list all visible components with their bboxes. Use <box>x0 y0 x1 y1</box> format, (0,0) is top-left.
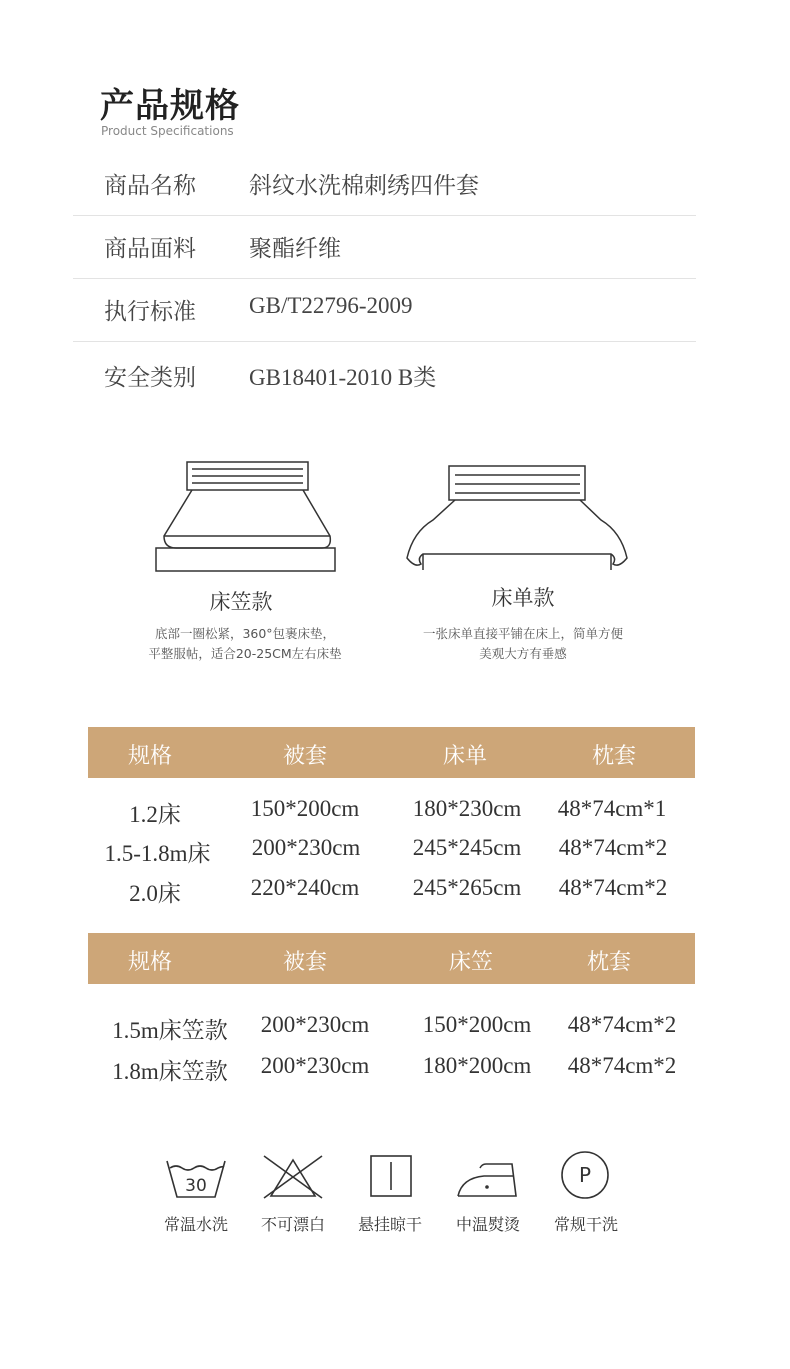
table-cell: 245*245cm <box>412 835 522 860</box>
spec-row-name <box>73 153 696 216</box>
spec-label: 商品名称 <box>104 173 196 198</box>
spec-value: 聚酯纤维 <box>249 236 341 261</box>
spec-label: 商品面料 <box>104 236 196 261</box>
table-cell: 48*74cm*1 <box>557 796 667 821</box>
dry-clean-icon <box>560 1150 610 1200</box>
bed-title-flat: 床单款 <box>491 586 555 610</box>
table-cell: 48*74cm*2 <box>567 1012 677 1037</box>
table-cell: 48*74cm*2 <box>558 835 668 860</box>
page-subtitle: Product Specifications <box>101 124 234 138</box>
table-cell: 200*230cm <box>260 1053 370 1078</box>
divider <box>73 341 696 342</box>
dry-clean-letter: P <box>578 1163 592 1187</box>
spec-label: 执行标准 <box>104 299 196 324</box>
iron-medium-icon <box>456 1160 518 1198</box>
care-label-iron: 中温熨烫 <box>455 1215 520 1234</box>
table-cell: 150*200cm <box>250 796 360 821</box>
spec-value: GB18401-2010 B类 <box>249 365 437 390</box>
table1-header-cell: 枕套 <box>591 744 636 769</box>
table1-header-cell: 床单 <box>442 744 487 769</box>
wash-temperature: 30 <box>185 1176 207 1196</box>
wash-30-icon <box>164 1158 228 1200</box>
fitted-sheet-bed-icon <box>150 458 340 578</box>
spec-row-fabric <box>73 216 696 279</box>
table-cell: 1.8m床笠款 <box>112 1059 228 1084</box>
care-label-wash: 常温水洗 <box>163 1215 228 1234</box>
table1-header <box>88 727 695 778</box>
bed-desc-line: 一张床单直接平铺在床上，简单方便 <box>422 626 623 641</box>
spec-row-standard <box>73 279 696 342</box>
table-cell: 1.5-1.8m床 <box>104 841 211 866</box>
spec-value: GB/T22796-2009 <box>249 293 413 318</box>
table-cell: 180*200cm <box>422 1053 532 1078</box>
no-bleach-icon <box>262 1154 324 1200</box>
table2-header-cell: 被套 <box>282 950 327 975</box>
spec-row-safety <box>73 345 696 408</box>
table-cell: 245*265cm <box>412 875 522 900</box>
bed-desc-fitted <box>115 624 375 664</box>
table-cell: 1.5m床笠款 <box>112 1018 228 1043</box>
table-cell: 150*200cm <box>422 1012 532 1037</box>
spec-label: 安全类别 <box>104 365 196 390</box>
care-label-no-bleach: 不可漂白 <box>260 1215 325 1234</box>
table-cell: 2.0床 <box>129 881 181 906</box>
table1-header-cell: 规格 <box>127 744 172 769</box>
table-cell: 48*74cm*2 <box>567 1053 677 1078</box>
table2-header <box>88 933 695 984</box>
care-label-dry-clean: 常规干洗 <box>553 1215 618 1234</box>
table-cell: 48*74cm*2 <box>558 875 668 900</box>
care-label-hang-dry: 悬挂晾干 <box>357 1215 422 1234</box>
table2-header-cell: 枕套 <box>586 950 631 975</box>
bed-desc-line: 美观大方有垂感 <box>479 646 567 661</box>
bed-desc-flat <box>393 624 653 664</box>
table-cell: 1.2床 <box>129 802 181 827</box>
flat-sheet-bed-icon <box>403 462 631 576</box>
bed-title-fitted: 床笠款 <box>209 590 273 614</box>
table-cell: 200*230cm <box>260 1012 370 1037</box>
table-cell: 220*240cm <box>250 875 360 900</box>
table1-header-cell: 被套 <box>282 744 327 769</box>
table-cell: 180*230cm <box>412 796 522 821</box>
table2-header-cell: 床笠 <box>448 950 493 975</box>
page-title: 产品规格 <box>100 86 240 126</box>
table-cell: 200*230cm <box>251 835 361 860</box>
bed-desc-line: 平整服帖，适合20-25CM左右床垫 <box>148 646 342 661</box>
table2-header-cell: 规格 <box>127 950 172 975</box>
hang-dry-icon <box>369 1154 413 1198</box>
bed-desc-line: 底部一圈松紧，360°包裹床垫， <box>154 626 336 641</box>
spec-value: 斜纹水洗棉刺绣四件套 <box>249 173 479 198</box>
